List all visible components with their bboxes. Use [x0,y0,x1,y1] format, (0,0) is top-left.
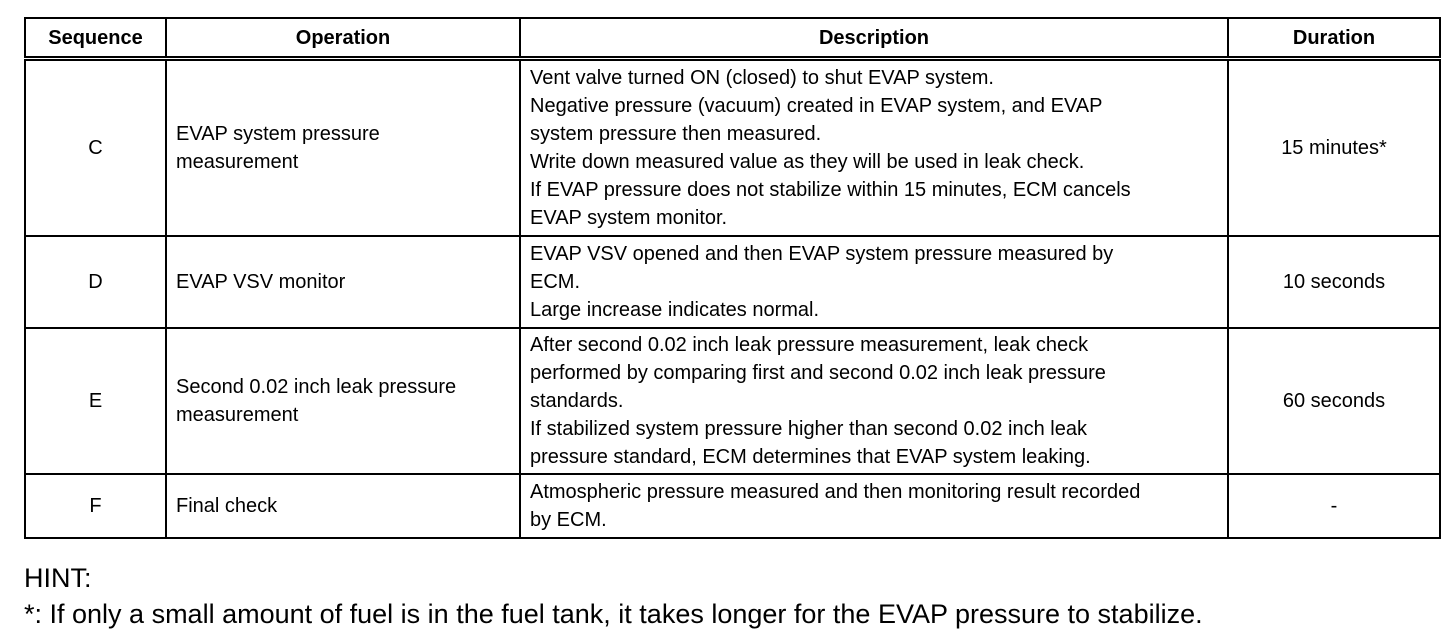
table-row [25,236,1440,328]
table-row [25,328,1440,474]
sequence-cell: F [25,474,166,538]
header-description: Description [520,18,1228,59]
description-line: performed by comparing first and second 0.02 inch leak pressure [530,362,1106,384]
description-line: pressure standard, ECM determines that EVAP system leaking. [530,446,1091,468]
description-line: If EVAP pressure does not stabilize within 15 minutes, ECM cancels [530,179,1131,201]
operation-cell [166,474,520,538]
description-line: If stabilized system pressure higher than second 0.02 inch leak [530,418,1087,440]
operation-cell [166,236,520,328]
operation-line: Second 0.02 inch leak pressure [176,376,457,398]
sequence-cell: E [25,328,166,474]
sequence-cell: C [25,59,166,237]
description-line: Negative pressure (vacuum) created in EVAP system, and EVAP [530,95,1103,117]
operation-cell [166,59,520,237]
operation-line: measurement [176,404,299,426]
description-cell [520,236,1228,328]
description-line: standards. [530,390,624,412]
header-sequence: Sequence [25,18,166,59]
description-line: ECM. [530,271,580,293]
operation-line: measurement [176,151,299,173]
hint-text: *: If only a small amount of fuel is in the fuel tank, it takes longer for the EVAP pressure to stabilize. [24,599,1203,629]
header-duration: Duration [1228,18,1440,59]
duration-cell: 15 minutes* [1228,59,1440,237]
description-line: After second 0.02 inch leak pressure measurement, leak check [530,334,1089,356]
description-cell [520,474,1228,538]
description-cell [520,328,1228,474]
description-line: Atmospheric pressure measured and then monitoring result recorded [530,481,1141,503]
header-operation: Operation [166,18,520,59]
description-line: by ECM. [530,509,607,531]
duration-cell: - [1228,474,1440,538]
description-line: EVAP system monitor. [530,207,728,229]
table-row [25,59,1440,237]
table-row [25,474,1440,538]
operation-line: EVAP VSV monitor [176,271,346,293]
description-line: Large increase indicates normal. [530,299,820,321]
table-header-row [25,18,1440,59]
description-line: Vent valve turned ON (closed) to shut EVAP system. [530,67,994,89]
evap-monitor-table [24,17,1441,539]
hint-title: HINT: [24,563,92,593]
operation-cell [166,328,520,474]
hint-block [24,560,1203,632]
operation-line: Final check [176,495,278,517]
description-line: system pressure then measured. [530,123,822,145]
description-line: EVAP VSV opened and then EVAP system pressure measured by [530,243,1114,265]
sequence-cell: D [25,236,166,328]
description-cell [520,59,1228,237]
duration-cell: 10 seconds [1228,236,1440,328]
duration-cell: 60 seconds [1228,328,1440,474]
description-line: Write down measured value as they will be used in leak check. [530,151,1085,173]
operation-line: EVAP system pressure [176,123,380,145]
